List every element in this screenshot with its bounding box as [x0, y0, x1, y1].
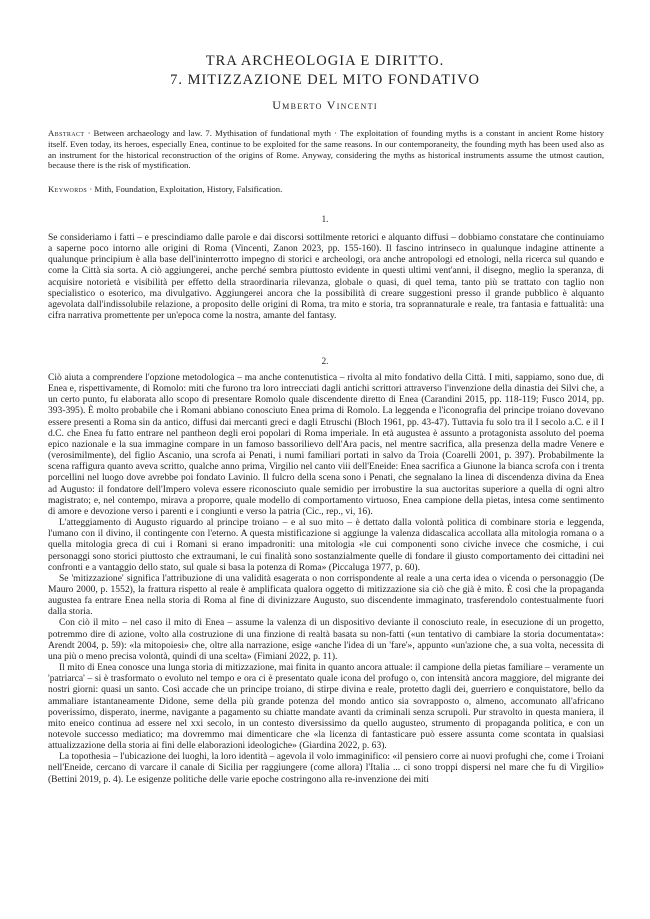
- section-2-paragraph-4: Con ciò il mito – nel caso il mito di Enea – assume la valenza di un dispositivo deviante il conosciuto reale, in esecuzione di un progetto, potremmo dire di azione, volto alla costruzione di una finzione di realtà basata su non-fatti («un tentativo di cambiare la storia documentata»: Arendt 2004, p. 59): «la mitopoiesi» che, oltre alla narrazione, esige «anche l'idea di un 'fare'», appunto «un'azione che, a sua volta, necessita di una più o meno precisa volontà, quindi di una scelta» (Fimiani 2022, p. 11).: [48, 617, 604, 662]
- section-1-body: [48, 232, 604, 321]
- section-1-number: 1.: [321, 214, 329, 224]
- keywords-label: Keywords: [48, 184, 88, 194]
- author-name: Umberto Vincenti: [272, 98, 378, 112]
- section-2-paragraph-6: La topothesia – l'ubicazione dei luoghi, la loro identità – agevola il volo immaginifico: «il pensiero corre ai nuovi profughi che, come i Troiani nell'Eneide, cercano di varcare il canale di Sicilia per raggiungere (come allora) l'Italia ... ci sono troppi dispersi nel mare che fu di Virgilio» (Bettini 2019, p. 4). Le esigenze politiche delle varie epoche costringono alla re-invenzione dei miti: [48, 751, 604, 785]
- section-2-paragraph-3: Se 'mitizzazione' significa l'attribuzione di una validità esagerata o non corrispondente al reale a una certa idea o vicenda o personaggio (De Mauro 2000, p. 1552), la frattura rispetto al reale è amplificata qualora oggetto di mitizzazione sia ciò che già è mito. È così che la propaganda augustea fa entrare Enea nella storia di Roma al fine di divinizzare Augusto, suo discendente immaginato, trasferendolo contestualmente fuori dalla storia.: [48, 572, 604, 618]
- section-2-paragraph-2: L'atteggiamento di Augusto riguardo al principe troiano – e al suo mito – è dettato dalla volontà politica di combinare storia e leggenda, l'umano con il divino, il contingente con l'eterno. A questa mistificazione si aggiunge la valenza didascalica accollata alla mitologia romana o a quella mitologia greca di cui i Romani si erano impadroniti: una mitologia «le cui componenti sono civiche invece che cosmiche, i cui personaggi sono storici piuttosto che extraumani, le cui finalità sono sostanzialmente quelle di fondare il giusto comportamento dei cittadini nei confronti e a vantaggio dello stato, sul quale si basa la potenza di Roma» (Piccaluga 1977, p. 60).: [48, 517, 604, 573]
- title-line-1: TRA ARCHEOLOGIA E DIRITTO.: [205, 53, 445, 69]
- section-2-paragraph-1: Ciò aiuta a comprendere l'opzione metodologica – ma anche contenutistica – rivolta al mito fondativo della Città. I miti, sappiamo, sono due, di Enea e, rispettivamente, di Romolo: miti che furono tra loro intrecciati dagli antichi scrittori attraverso l'invenzione della dinastia dei Silvi che, a un certo punto, fu elaborata allo scopo di presentare Romolo quale discendente diretto di Enea (Carandini 2015, pp. 118-119; Fusco 2014, pp. 393-395). È molto probabile che i Romani abbiano conosciuto Enea prima di Romolo. La leggenda e l'iconografia del principe troiano dovevano essere presenti a Roma sin da antico, diffusi dai mercanti greci e dagli Etruschi (Bloch 1961, pp. 43-47). Tuttavia fu solo tra il I secolo a.C. e il I d.C. che Enea fu fatto entrare nel pantheon degli eroi popolari di Roma imperiale. In età augustea è assunto a protagonista assoluto del poema epico nazionale e la sua immagine compare in un famoso bassorilievo dell'Ara pacis, nel mentre sacrifica, alla presenza della madre Venere e (verosimilmente), del figlio Ascanio, una scrofa ai Penati, i numi familiari portati in salvo da Troia (Coarelli 2001, p. 397). Probabilmente la scena raffigura quanto aveva scritto, qualche anno prima, Virgilio nel canto viii dell'Eneide: Enea sacrifica a Giunone la bianca scrofa con i trenta porcellini nel luogo dove avrebbe poi fondato Lavinio. Il fulcro della scena sono i Penati, che segnalano la linea di discendenza divina da Enea ad Augusto: il fondatore dell'Impero voleva essere riconosciuto quale semidio per irrobustire la sua auctoritas superiore a quella di ogni altro magistrato; e, nel contempo, mirava a proporre, quale modello di comportamento virtuoso, Enea campione della pietas, intesa come sentimento di amore e devozione verso i parenti e i congiunti e verso la patria (Cic., rep., vi, 16).: [48, 372, 604, 517]
- keywords: [48, 184, 604, 195]
- section-2-paragraph-5: Il mito di Enea conosce una lunga storia di mitizzazione, mai finita in quanto ancora attuale: il campione della pietas familiare – veramente un 'patriarca' – si è trasformato o evoluto nel tempo e ora ci è presentato quale icona del profugo o, con intensità ancora maggiore, del migrante dei nostri giorni: quasi un santo. Così accade che un principe troiano, di stirpe divina e reale, protetto dagli dei, guerriero e conquistatore, bello da ammaliare istantaneamente Didone, seme della più grande potenza del mondo antico sia sovrapposto o, almeno, accomunato all'africano poverissimo, disperato, inerme, navigante a pagamento su chiatte mandate avanti da criminali senza scrupoli. Pur stravolto in questa maniera, il mito eneico continua ad essere nel xxi secolo, in un contesto diversissimo da quello augusteo, strumento di propaganda politica, e con un notevole successo mediatico; ma dovremmo mai dimenticare che «la licenza di fantasticare può essere assunta come scontata in qualsiasi attualizzazione della storia ai fini delle elaborazioni ideologiche» (Giardina 2022, p. 63).: [48, 662, 604, 752]
- article-title: [0, 52, 650, 90]
- section-2-number: 2.: [321, 356, 329, 366]
- section-1-paragraph-1: Se consideriamo i fatti – e prescindiamo dalle parole e dai discorsi sottilmente retorici e alquanto diffusi – dobbiamo constatare che continuiamo a saperne poco intorno alle origini di Roma (Vincenti, Zanon 2023, pp. 155-160). Il fascino intrinseco in qualunque indagine attinente a qualunque principium è alla base dell'ininterrotto impegno di storici e archeologi, ora anche antropologi ed etnologi, nella ricerca sul quando e come la Città sia sorta. A ciò aggiungerei, anche perché sembra piuttosto evidente in questi ultimi vent'anni, il disegno, meglio la speranza, di acquisire notorietà e visibilità per effetto della straordinaria rilevanza, globale o quasi, di quel tema, tanto più se trattato con taglio non specialistico o esoterico, ma divulgativo. Aggiungerei ancora che la possibilità di creare suggestioni presso il grande pubblico è alquanto agevolata dall'indissolubile relazione, a proposito delle origini di Roma, tra mito e storia, tra soprannaturale e reale, tra fantasia e fattualità: una cifra narrativa promettente per un'epoca come la nostra, amante del fantasy.: [48, 232, 604, 322]
- keywords-text: · Mith, Foundation, Exploitation, History, Falsification.: [87, 184, 283, 194]
- abstract-text: · Between archaeology and law. 7. Mythisation of fundational myth · The exploitation of founding myths is a constant in ancient Rome history itself. Even today, its heroes, especially Enea, continue to be exploited for the same reasons. In our contemporaneity, the founding myth has been used also as an instrument for the historical reconstruction of the origins of Rome. Anyway, considering the myths as historical instruments assume the utmost caution, because there is the risk of mystification.: [48, 128, 604, 171]
- abstract-label: Abstract: [48, 128, 85, 138]
- abstract: [48, 128, 604, 171]
- title-line-2: 7. MITIZZAZIONE DEL MITO FONDATIVO: [170, 72, 480, 88]
- section-2-body: [48, 372, 604, 785]
